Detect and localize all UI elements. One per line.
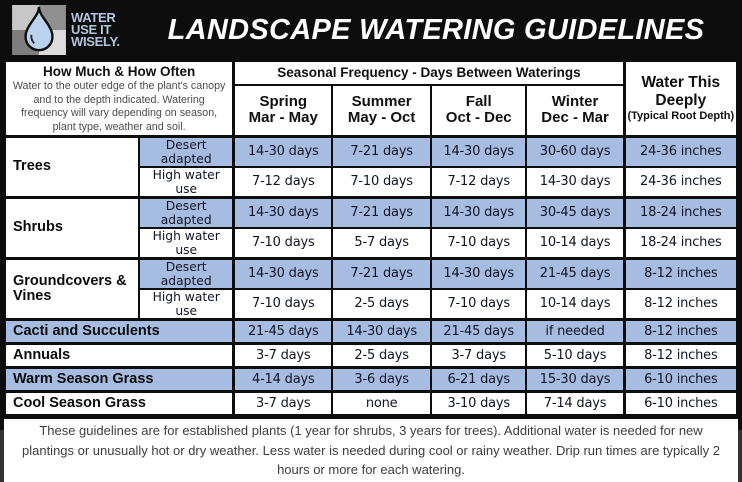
frequency-value: 3-10 days — [431, 391, 527, 415]
water-use-it-wisely-logo — [12, 5, 142, 55]
table-row — [5, 136, 737, 167]
frequency-value: 3-7 days — [234, 343, 333, 367]
frequency-value: 7-10 days — [431, 289, 527, 320]
water-type-label: Desert adapted — [139, 258, 234, 289]
depth-value: 8-12 inches — [624, 289, 737, 320]
frequency-value: 7-21 days — [332, 197, 431, 228]
plant-label: Groundcovers & Vines — [5, 258, 139, 319]
frequency-value: 14-30 days — [526, 167, 624, 198]
frequency-value: 7-10 days — [234, 289, 333, 320]
frequency-value: 3-7 days — [234, 391, 333, 415]
frequency-value: 14-30 days — [234, 258, 333, 289]
depth-value: 8-12 inches — [624, 343, 737, 367]
season-header-winter: Winter Dec - Mar — [526, 85, 624, 136]
page-title: LANDSCAPE WATERING GUIDELINES — [167, 13, 705, 46]
water-type-label: Desert adapted — [139, 136, 234, 167]
header-bar — [0, 0, 742, 60]
frequency-value: 30-45 days — [526, 197, 624, 228]
frequency-value: 7-12 days — [234, 167, 333, 198]
frequency-value: 2-5 days — [332, 343, 431, 367]
deeply-title: Water This Deeply — [641, 74, 721, 110]
plant-label: Cool Season Grass — [5, 391, 234, 415]
frequency-value: 4-14 days — [234, 367, 333, 391]
watering-table — [4, 60, 738, 416]
plant-label: Cacti and Succulents — [5, 319, 234, 343]
how-much-title: How Much & How Often — [42, 64, 196, 79]
frequency-value: 21-45 days — [431, 319, 527, 343]
season-header-summer: Summer May - Oct — [332, 85, 431, 136]
plant-label: Annuals — [5, 343, 234, 367]
depth-value: 24-36 inches — [624, 167, 737, 198]
water-type-label: Desert adapted — [139, 197, 234, 228]
season-header-fall: Fall Oct - Dec — [431, 85, 527, 136]
deeply-subtitle: (Typical Root Depth) — [627, 110, 735, 123]
frequency-value: 5-7 days — [332, 228, 431, 259]
frequency-value: 3-7 days — [431, 343, 527, 367]
water-this-deeply-header — [624, 61, 737, 136]
frequency-value: 10-14 days — [526, 228, 624, 259]
water-type-label: High water use — [139, 167, 234, 198]
frequency-value: 7-12 days — [431, 167, 527, 198]
depth-value: 24-36 inches — [624, 136, 737, 167]
plant-label: Shrubs — [5, 197, 139, 258]
depth-value: 6-10 inches — [624, 367, 737, 391]
frequency-value: 30-60 days — [526, 136, 624, 167]
water-drop-icon — [12, 5, 66, 55]
frequency-value: 7-10 days — [234, 228, 333, 259]
seasonal-frequency-header: Seasonal Frequency - Days Between Waterings — [234, 61, 624, 85]
frequency-value: 7-21 days — [332, 136, 431, 167]
logo-wordmark: WATER USE IT WISELY. — [71, 9, 120, 50]
frequency-value: if needed — [526, 319, 624, 343]
table-row — [5, 197, 737, 228]
table-row — [5, 343, 737, 367]
depth-value: 8-12 inches — [624, 319, 737, 343]
footer-note-box — [4, 419, 738, 482]
frequency-value: 2-5 days — [332, 289, 431, 320]
water-type-label: High water use — [139, 228, 234, 259]
water-type-label: High water use — [139, 289, 234, 320]
how-much-description: Water to the outer edge of the plant's canopy and to the depth indicated. Watering frequency will vary depending on season, plant type, weather and soil. — [12, 80, 226, 134]
depth-value: 18-24 inches — [624, 197, 737, 228]
table-header-row-1 — [5, 61, 737, 85]
how-much-header-cell — [5, 61, 234, 136]
frequency-value: 14-30 days — [431, 258, 527, 289]
frequency-value: 6-21 days — [431, 367, 527, 391]
frequency-value: none — [332, 391, 431, 415]
table-wrap — [0, 60, 742, 416]
frequency-value: 14-30 days — [431, 197, 527, 228]
frequency-value: 21-45 days — [234, 319, 333, 343]
table-row — [5, 391, 737, 415]
table-row — [5, 319, 737, 343]
depth-value: 6-10 inches — [624, 391, 737, 415]
season-header-spring: Spring Mar - May — [234, 85, 333, 136]
frequency-value: 3-6 days — [332, 367, 431, 391]
plant-label: Warm Season Grass — [5, 367, 234, 391]
frequency-value: 7-10 days — [332, 167, 431, 198]
frequency-value: 10-14 days — [526, 289, 624, 320]
depth-value: 18-24 inches — [624, 228, 737, 259]
plant-label: Trees — [5, 136, 139, 197]
frequency-value: 7-10 days — [431, 228, 527, 259]
depth-value: 8-12 inches — [624, 258, 737, 289]
frequency-value: 14-30 days — [234, 136, 333, 167]
table-row — [5, 367, 737, 391]
footer-note-text: These guidelines are for established plants (1 year for shrubs, 3 years for trees). Additional water is needed for new plantings or unusually hot or dry weather. Less water is needed during cool or rainy weather. Drip run times are typically 2 hours or more for each watering. — [21, 423, 721, 478]
frequency-value: 14-30 days — [332, 319, 431, 343]
frequency-value: 7-14 days — [526, 391, 624, 415]
frequency-value: 5-10 days — [526, 343, 624, 367]
frequency-value: 7-21 days — [332, 258, 431, 289]
frequency-value: 14-30 days — [431, 136, 527, 167]
table-row — [5, 258, 737, 289]
frequency-value: 21-45 days — [526, 258, 624, 289]
frequency-value: 14-30 days — [234, 197, 333, 228]
frequency-value: 15-30 days — [526, 367, 624, 391]
